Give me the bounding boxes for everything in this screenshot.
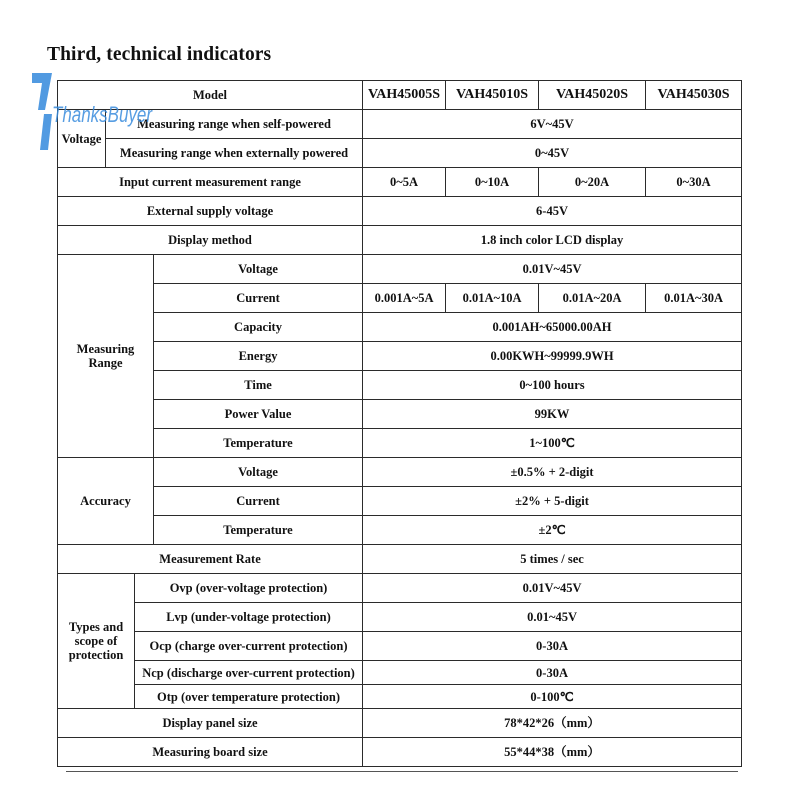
range-power-value: 99KW: [363, 400, 742, 429]
protection-ocp-label: Ocp (charge over-current protection): [135, 632, 363, 661]
table-row-protection-lvp: [58, 603, 742, 632]
protection-otp-label: Otp (over temperature protection): [135, 685, 363, 709]
model-name-3: VAH45020S: [539, 81, 646, 110]
panel-size-label: Display panel size: [58, 709, 363, 738]
range-current-value-1: 0.001A~5A: [363, 284, 446, 313]
accuracy-current-value: ±2% + 5-digit: [363, 487, 742, 516]
table-row-range-temperature: [58, 429, 742, 458]
display-method-value: 1.8 inch color LCD display: [363, 226, 742, 255]
table-row-external-supply: [58, 197, 742, 226]
accuracy-voltage-value: ±0.5% + 2-digit: [363, 458, 742, 487]
accuracy-temperature-label: Temperature: [154, 516, 363, 545]
measurement-rate-value: 5 times / sec: [363, 545, 742, 574]
protection-group-label: Types and scope of protection: [58, 574, 135, 709]
range-current-label: Current: [154, 284, 363, 313]
table-row-protection-ovp: [58, 574, 742, 603]
table-row-range-power: [58, 400, 742, 429]
range-temperature-label: Temperature: [154, 429, 363, 458]
board-size-value: 55*44*38（mm）: [363, 738, 742, 767]
watermark-text: ThanksBuyer: [52, 102, 154, 127]
input-current-value-1: 0~5A: [363, 168, 446, 197]
protection-ovp-value: 0.01V~45V: [363, 574, 742, 603]
external-supply-value: 6-45V: [363, 197, 742, 226]
table-row-range-time: [58, 371, 742, 400]
panel-size-value: 78*42*26（mm）: [363, 709, 742, 738]
table-row-panel-size: [58, 709, 742, 738]
model-name-2: VAH45010S: [446, 81, 539, 110]
voltage-external-label: Measuring range when externally powered: [106, 139, 363, 168]
table-row-accuracy-temperature: [58, 516, 742, 545]
voltage-group-label: Voltage: [58, 110, 106, 168]
range-capacity-value: 0.001AH~65000.00AH: [363, 313, 742, 342]
input-current-value-3: 0~20A: [539, 168, 646, 197]
model-name-4: VAH45030S: [646, 81, 742, 110]
range-energy-value: 0.00KWH~99999.9WH: [363, 342, 742, 371]
table-row-range-energy: [58, 342, 742, 371]
range-time-value: 0~100 hours: [363, 371, 742, 400]
table-row-voltage-self: [58, 110, 742, 139]
protection-ovp-label: Ovp (over-voltage protection): [135, 574, 363, 603]
range-time-label: Time: [154, 371, 363, 400]
input-current-value-4: 0~30A: [646, 168, 742, 197]
protection-otp-value: 0-100℃: [363, 685, 742, 709]
protection-lvp-value: 0.01~45V: [363, 603, 742, 632]
table-row-protection-otp: [58, 685, 742, 709]
page-heading: Third, technical indicators: [47, 44, 272, 65]
model-label: Model: [58, 81, 363, 110]
table-row-voltage-external: [58, 139, 742, 168]
range-temperature-value: 1~100℃: [363, 429, 742, 458]
accuracy-group-label: Accuracy: [58, 458, 154, 545]
board-size-label: Measuring board size: [58, 738, 363, 767]
thanksbuyer-t-logo-icon: [32, 73, 52, 150]
table-row-input-current: [58, 168, 742, 197]
table-row-range-voltage: [58, 255, 742, 284]
table-row-range-capacity: [58, 313, 742, 342]
technical-indicators-table: [57, 80, 742, 767]
table-row-model: [58, 81, 742, 110]
range-voltage-value: 0.01V~45V: [363, 255, 742, 284]
accuracy-temperature-value: ±2℃: [363, 516, 742, 545]
protection-lvp-label: Lvp (under-voltage protection): [135, 603, 363, 632]
voltage-self-label: Measuring range when self-powered: [106, 110, 363, 139]
protection-ocp-value: 0-30A: [363, 632, 742, 661]
model-name-1: VAH45005S: [363, 81, 446, 110]
protection-ncp-label: Ncp (discharge over-current protection): [135, 661, 363, 685]
external-supply-label: External supply voltage: [58, 197, 363, 226]
protection-ncp-value: 0-30A: [363, 661, 742, 685]
table-row-range-current: [58, 284, 742, 313]
table-row-accuracy-current: [58, 487, 742, 516]
voltage-self-value: 6V~45V: [363, 110, 742, 139]
table-row-board-size: [58, 738, 742, 767]
accuracy-voltage-label: Voltage: [154, 458, 363, 487]
range-capacity-label: Capacity: [154, 313, 363, 342]
measuring-range-group-label: Measuring Range: [58, 255, 154, 458]
table-row-measurement-rate: [58, 545, 742, 574]
table-row-display-method: [58, 226, 742, 255]
range-current-value-2: 0.01A~10A: [446, 284, 539, 313]
voltage-external-value: 0~45V: [363, 139, 742, 168]
range-voltage-label: Voltage: [154, 255, 363, 284]
display-method-label: Display method: [58, 226, 363, 255]
range-energy-label: Energy: [154, 342, 363, 371]
input-current-value-2: 0~10A: [446, 168, 539, 197]
bottom-divider: [66, 771, 738, 772]
range-current-value-3: 0.01A~20A: [539, 284, 646, 313]
range-current-value-4: 0.01A~30A: [646, 284, 742, 313]
table-row-protection-ocp: [58, 632, 742, 661]
measurement-rate-label: Measurement Rate: [58, 545, 363, 574]
accuracy-current-label: Current: [154, 487, 363, 516]
table-row-protection-ncp: [58, 661, 742, 685]
range-power-label: Power Value: [154, 400, 363, 429]
input-current-label: Input current measurement range: [58, 168, 363, 197]
table-row-accuracy-voltage: [58, 458, 742, 487]
